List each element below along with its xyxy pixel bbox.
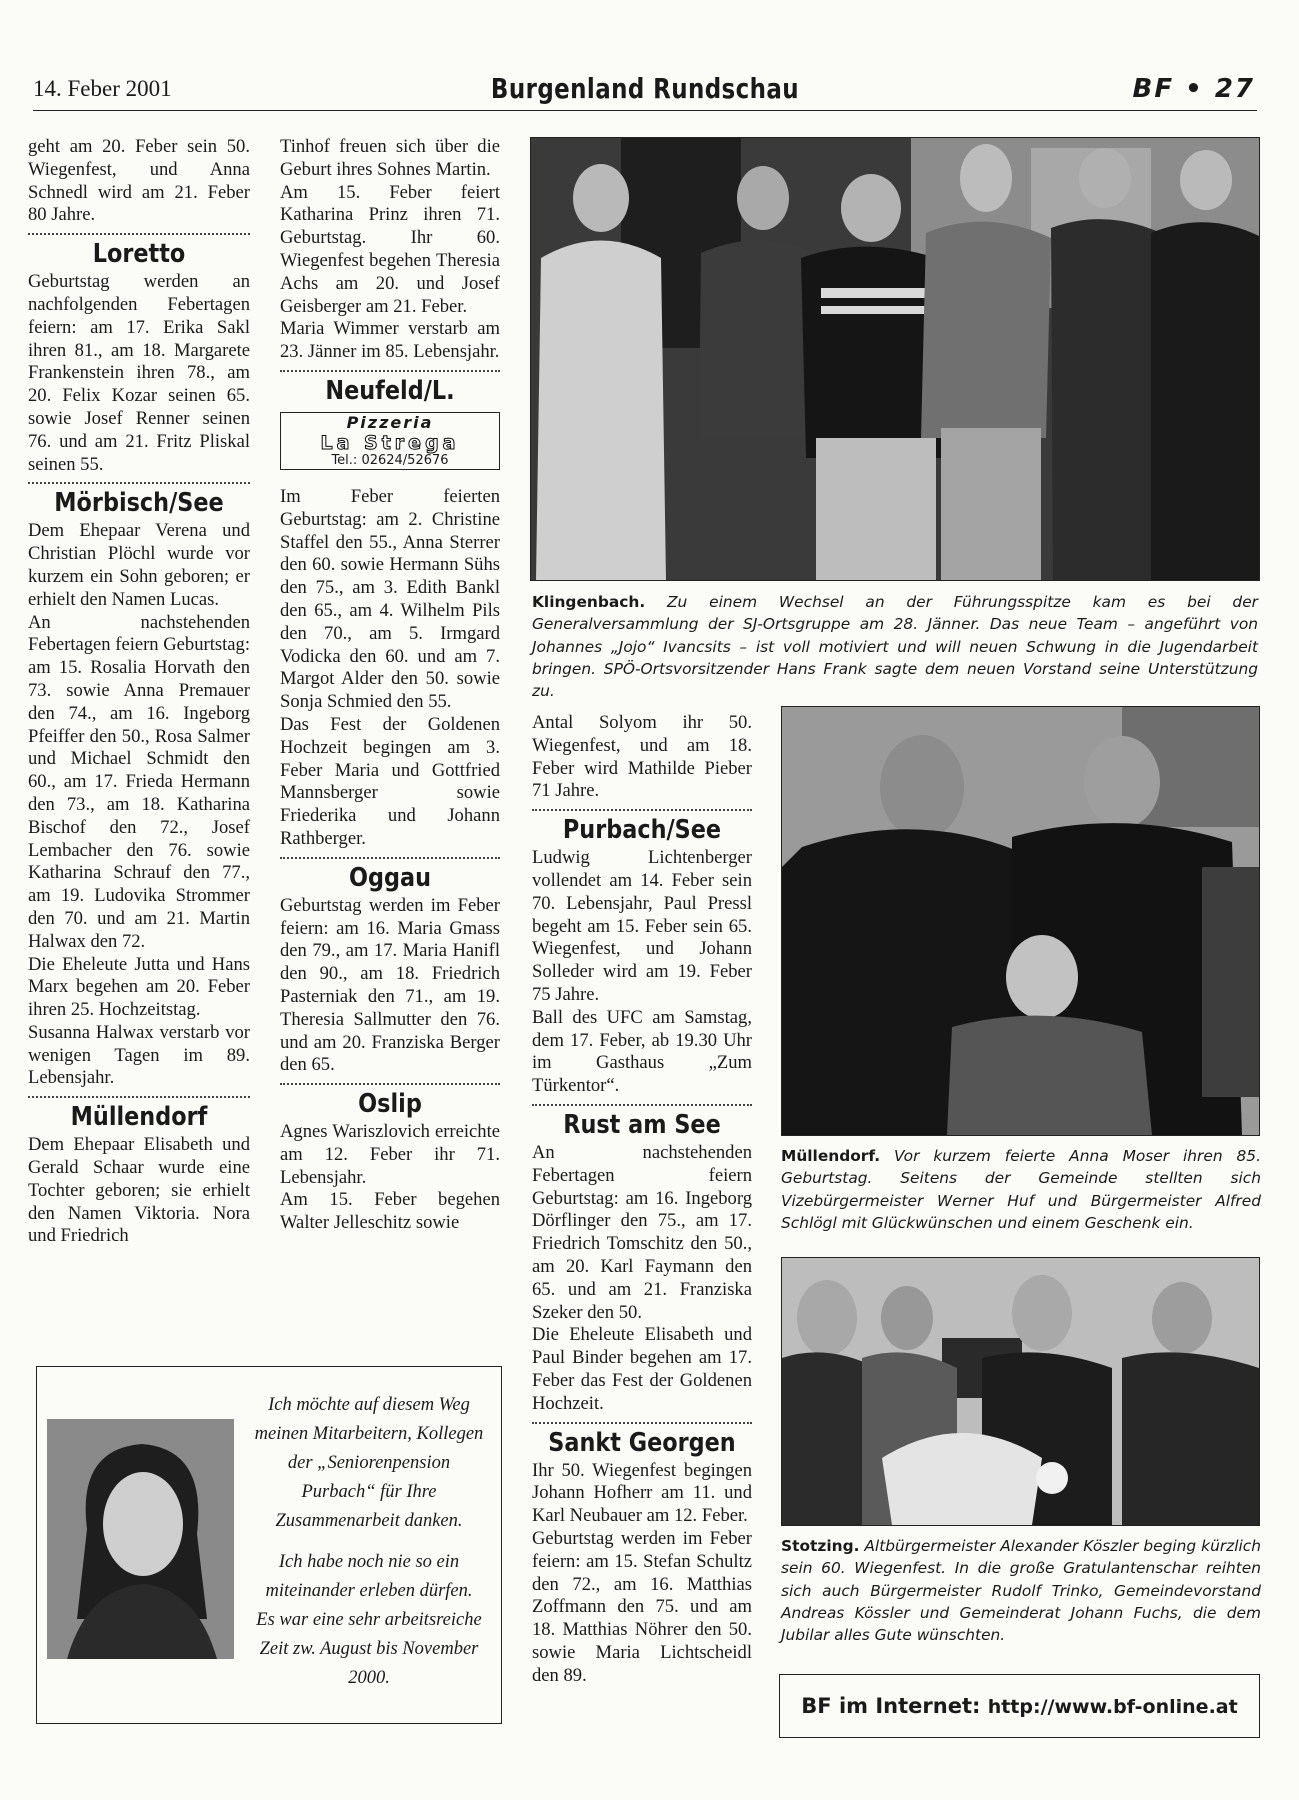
article-text: Ludwig Lichtenberger vollendet am 14. Feber sein 70. Lebensjahr, Paul Pressl begeht am 15. Feber sein 65. Wiegenfest, und Johann Solleder wird am 19. Feber 75 Jahre. <box>532 847 752 1005</box>
page-header <box>33 72 1257 111</box>
issue-date: 14. Feber 2001 <box>33 76 172 101</box>
section-divider <box>28 482 250 484</box>
thank-you-paragraph-1: Ich möchte auf diesem Weg meinen Mitarbeitern, Kollegen der „Seniorenpension Purbach“ für Ihre Zusammenarbeit danken. <box>254 1395 484 1531</box>
section-divider <box>532 1104 752 1106</box>
section-divider <box>532 809 752 811</box>
section-heading-oggau: Oggau <box>348 862 432 893</box>
caption-place: Stotzing. <box>781 1537 860 1555</box>
article-text: Die Eheleute Jutta und Hans Marx begehen am 20. Feber ihren 25. Hochzeitstag. <box>28 953 250 1021</box>
article-text: An nachstehenden Febertagen feiern Geburtstag: am 15. Rosalia Horvath den 73. sowie Anna Premauer den 74., am 16. Ingeborg Pfeiffer den 50., Rosa Salmer und Michael Schmidt den 60., am 17. Frieda Hermann den 73., am 18. Katharina Bischof den 72., Josef Lembacher den 76. sowie Katharina Schrauf den 77., am 19. Ludovika Strommer den 70. und am 21. Martin Halwax den 72. <box>28 611 250 952</box>
caption-stotzing <box>781 1535 1261 1646</box>
section-heading-purbach: Purbach/See <box>562 815 722 846</box>
article-text: Das Fest der Goldenen Hochzeit begingen am 3. Feber Maria und Gottfried Mannsberger sowie Friederika und Johann Rathberger. <box>280 713 500 849</box>
section-heading-neufeld: Neufeld/L. <box>325 375 455 406</box>
article-text: Am 15. Feber begehen Walter Jelleschitz sowie <box>280 1189 500 1234</box>
thank-you-text <box>254 1391 484 1693</box>
article-text: Tinhof freuen sich über die Geburt ihres Sohnes Martin. <box>280 136 500 180</box>
ad-pizzeria-name: La Strega <box>320 431 460 454</box>
section-heading-rust: Rust am See <box>563 1109 721 1140</box>
thank-you-paragraph-2: Ich habe noch nie so ein miteinander erleben dürfen. Es war eine sehr arbeitsreiche Zeit zw. August bis November 2000. <box>256 1552 482 1688</box>
section-divider <box>280 1083 500 1085</box>
article-text: Geburtstag werden im Feber feiern: am 16. Maria Gmass den 79., am 17. Maria Hanifl den 90., am 18. Friedrich Pasterniak den 71., am 19. Theresia Sallmutter den 76. und am 20. Franziska Berger den 65. <box>280 894 500 1076</box>
article-text: Geburtstag werden im Feber feiern: am 15. Stefan Schultz den 72., am 16. Matthias Zoffmann den 75. und am 18. Matthias Nöhrer den 50. sowie Maria Lichtscheidl den 89. <box>532 1527 752 1686</box>
section-divider <box>28 1096 250 1098</box>
group-photo-image <box>531 138 1259 580</box>
photo-muellendorf <box>781 706 1260 1136</box>
stotzing-photo-image <box>782 1258 1259 1525</box>
section-divider <box>28 233 250 235</box>
section-heading-loretto: Loretto <box>92 239 186 270</box>
section-heading-moerbisch: Mörbisch/See <box>54 488 224 519</box>
thank-you-ad <box>36 1366 502 1724</box>
article-text: Antal Solyom ihr 50. Wiegenfest, und am 18. Feber wird Mathilde Pieber 71 Jahre. <box>532 712 752 802</box>
caption-klingenbach <box>532 591 1258 702</box>
caption-place: Müllendorf. <box>781 1147 881 1165</box>
article-text: An nachstehenden Febertagen feiern Geburtstag: am 16. Ingeborg Dörflinger den 75., am 17. Friedrich Tomschitz den 50., am 20. Karl Faymann den 65. und am 21. Franziska Szeker den 50. <box>532 1141 752 1323</box>
internet-box <box>779 1674 1260 1738</box>
column-1 <box>28 136 250 1248</box>
internet-label: BF im Internet: <box>801 1694 981 1718</box>
ad-pizzeria-phone: Tel.: 02624/52676 <box>331 452 449 468</box>
internet-url-link[interactable]: http://www.bf-online.at <box>987 1696 1238 1718</box>
section-divider <box>532 1422 752 1424</box>
section-divider <box>280 857 500 859</box>
article-text: Maria Wimmer verstarb am 23. Jänner im 85. Lebensjahr. <box>280 318 500 363</box>
ad-pizzeria-label: Pizzeria <box>346 412 434 432</box>
article-text: Dem Ehepaar Verena und Christian Plöchl wurde vor kurzem ein Sohn geboren; er erhielt den Namen Lucas. <box>28 520 250 610</box>
article-text: Im Feber feierten Geburtstag: am 2. Christine Staffel den 55., Anna Sterrer den 60. sowie Hermann Sühs den 75., am 3. Edith Bankl den 65., am 4. Wilhelm Pils den 70., am 5. Irmgard Vodicka den 60. und am 7. Margot Alder den 50. sowie Sonja Schmied den 55. <box>280 485 500 713</box>
section-heading-sankt-georgen: Sankt Georgen <box>548 1427 736 1458</box>
article-text: Dem Ehepaar Elisabeth und Gerald Schaar wurde eine Tochter geboren; sie erhielt den Namen Viktoria. Nora und Friedrich <box>28 1134 250 1247</box>
column-3 <box>532 712 752 1687</box>
caption-text: Vor kurzem feierte Anna Moser ihren 85. Geburtstag. Seitens der Gemeinde stellten sich Vizebürgermeister Werner Huf und Bürgermeister Alfred Schlögl mit Glückwünschen und einem Geschenk ein. <box>781 1147 1261 1232</box>
caption-text: Zu einem Wechsel an der Führungsspitze kam es bei der Generalversammlung der SJ-Ortsgruppe am 28. Jänner. Das neue Team – angeführt von Johannes „Jojo“ Ivancsits – ist voll motiviert und will neuen Schwung in die Jugendarbeit bringen. SPÖ-Ortsvorsitzender Hans Frank sagte dem neuen Vorstand seine Unterstützung zu. <box>532 593 1258 701</box>
article-text: Susanna Halwax verstarb vor wenigen Tagen im 89. Lebensjahr. <box>28 1021 250 1089</box>
section-heading-muellendorf: Müllendorf <box>70 1102 208 1133</box>
column-2 <box>280 136 500 1235</box>
article-text: Ball des UFC am Samstag, dem 17. Feber, ab 19.30 Uhr im Gasthaus „Zum Türkentor“. <box>532 1006 752 1097</box>
section-heading-oslip: Oslip <box>358 1089 422 1120</box>
article-text: geht am 20. Feber sein 50. Wiegenfest, und Anna Schnedl wird am 21. Feber 80 Jahre. <box>28 136 250 226</box>
article-text: Agnes Wariszlovich erreichte am 12. Feber ihr 71. Lebensjahr. <box>280 1121 500 1188</box>
caption-place: Klingenbach. <box>532 593 646 611</box>
article-text: Am 15. Feber feiert Katharina Prinz ihren 71. Geburtstag. Ihr 60. Wiegenfest begehen Theresia Achs am 20. und Josef Geisberger am 21. Feber. <box>280 181 500 317</box>
article-text: Die Eheleute Elisabeth und Paul Binder begehen am 17. Feber das Fest der Goldenen Hochzeit. <box>532 1324 752 1414</box>
photo-klingenbach-group <box>530 137 1260 581</box>
caption-muellendorf <box>781 1145 1261 1234</box>
section-divider <box>280 370 500 372</box>
newspaper-title: Burgenland Rundschau <box>490 72 800 105</box>
page-number: BF • 27 <box>1132 74 1255 104</box>
article-text: Geburtstag werden an nachfolgenden Febertagen feiern: am 17. Erika Sakl ihren 81., am 18. Margarete Frankenstein ihren 78., am 20. Felix Kozar seinen 65. sowie Josef Renner seinen 76. und am 21. Fritz Pliskal seinen 55. <box>28 271 250 475</box>
photo-stotzing <box>781 1257 1260 1526</box>
article-text: Ihr 50. Wiegenfest begingen Johann Hofherr am 11. und Karl Neubauer am 12. Feber. <box>532 1459 752 1527</box>
muellendorf-photo-image <box>782 707 1259 1135</box>
pizzeria-ad <box>280 412 500 470</box>
portrait-photo <box>47 1419 234 1659</box>
caption-text: Altbürgermeister Alexander Köszler beging kürzlich sein 60. Wiegenfest. In die große Gratulantenschar reihten sich auch Bürgermeister Rudolf Trinko, Gemeindevorstand Andreas Kössler und Gemeinderat Johann Fuchs, die dem Jubilar alles Gute wünschten. <box>781 1537 1261 1645</box>
